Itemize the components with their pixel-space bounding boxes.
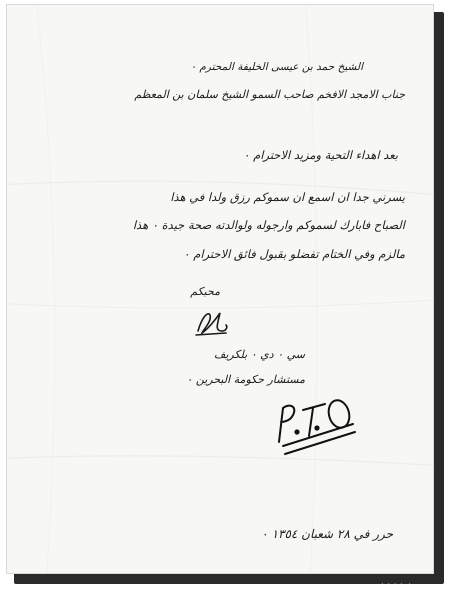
body-line-2: الصباح فابارك لسموكم وارجوله ولوالدته صحة جيدة ٠ هذا bbox=[132, 218, 405, 232]
addressee-line-2: جناب الامجد الافخم صاحب السمو الشيخ سلمان بن المعظم bbox=[134, 88, 405, 101]
letter-paper bbox=[6, 4, 434, 574]
closing-line: محبكم bbox=[190, 285, 220, 298]
sender-title: مستشار حكومة البحرين ٠ bbox=[186, 373, 305, 386]
body-line-3: مالزم وفي الختام تفضلو بقبول فائق الاحترام ٠ bbox=[183, 247, 405, 261]
body-line-1: يسرني جدا ان اسمع ان سموكم رزق ولدا في هذا bbox=[170, 190, 405, 204]
signature-mark bbox=[192, 307, 232, 339]
watermark-text: www.hiddcity.com bbox=[354, 583, 444, 594]
greeting-line: بعد اهداء التحية ومزيد الاحترام ٠ bbox=[243, 148, 398, 162]
date-line: حرر في ٢٨ شعبان ١٣٥٤ ٠ bbox=[261, 527, 393, 541]
sender-name: سي ٠ دي ٠ بلكريف bbox=[213, 348, 305, 361]
pto-handwritten-note bbox=[269, 390, 361, 462]
addressee-line-1: الشيخ حمد بن عيسى الخليفة المحترم ٠ bbox=[190, 61, 363, 73]
